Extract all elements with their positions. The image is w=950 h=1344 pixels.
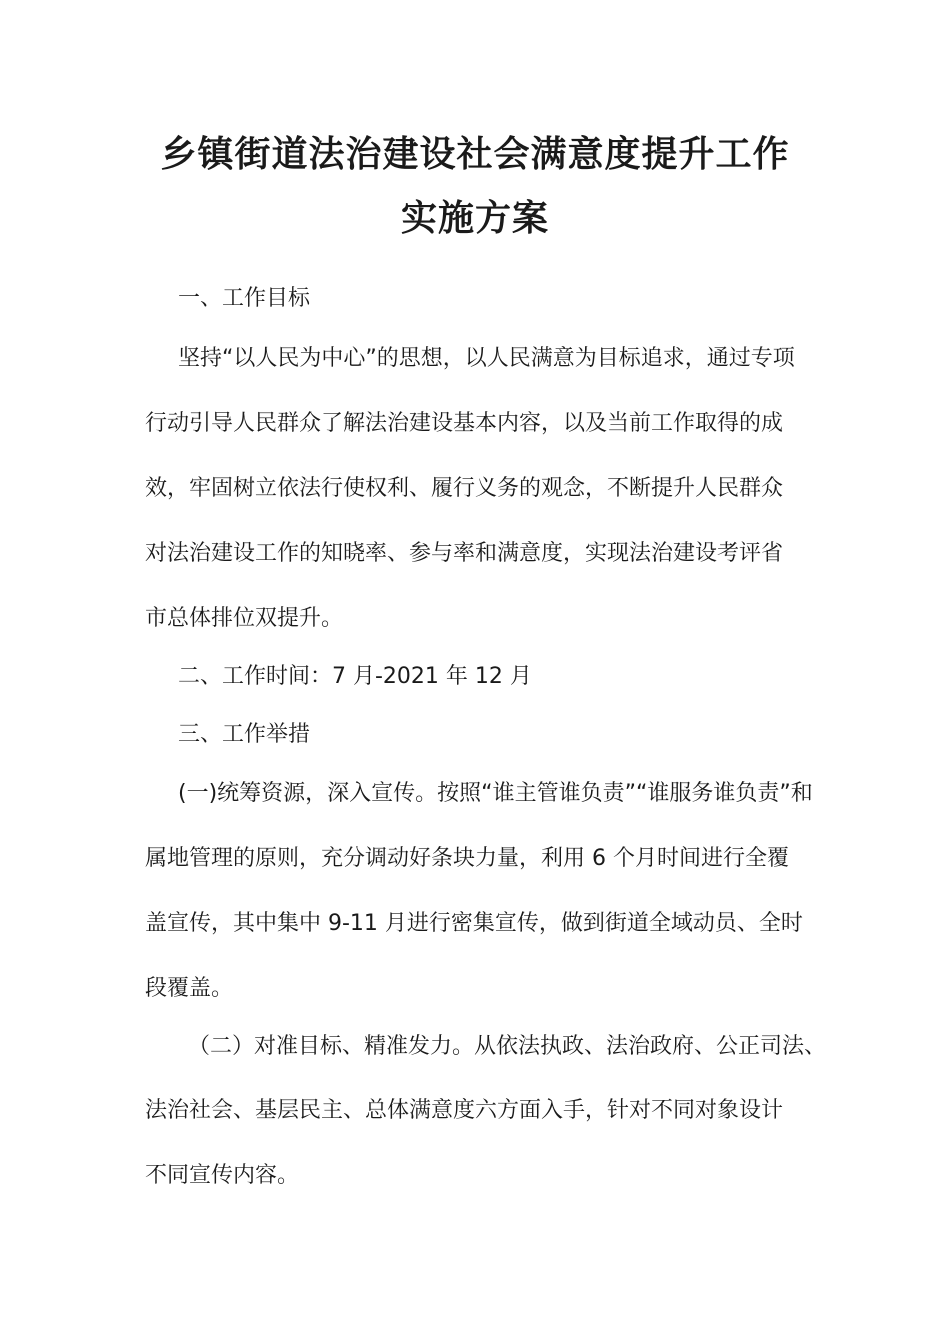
paragraph-line: 盖宣传，其中集中 9-11 月进行密集宣传，做到街道全域动员、全时 — [145, 911, 803, 936]
paragraph-line: 对法治建设工作的知晓率、参与率和满意度，实现法治建设考评省 — [145, 541, 784, 566]
paragraph-line: 市总体排位双提升。 — [145, 606, 344, 631]
paragraph-line: 行动引导人民群众了解法治建设基本内容，以及当前工作取得的成 — [145, 411, 784, 436]
paragraph-line: 段覆盖。 — [145, 976, 234, 1001]
paragraph-line: 不同宣传内容。 — [145, 1163, 300, 1188]
document-title-line-1: 乡镇街道法治建设社会满意度提升工作 — [160, 133, 790, 175]
section-heading-measures: 三、工作举措 — [178, 722, 311, 747]
document-title-line-2: 实施方案 — [400, 197, 549, 239]
paragraph-line: (一)统筹资源，深入宣传。按照“谁主管谁负责”“谁服务谁负责”和 — [178, 781, 813, 806]
paragraph-line: （二）对准目标、精准发力。从依法执政、法治政府、公正司法、 — [188, 1034, 827, 1059]
paragraph-line: 效，牢固树立依法行使权利、履行义务的观念，不断提升人民群众 — [145, 476, 784, 501]
paragraph-line: 属地管理的原则，充分调动好条块力量，利用 6 个月时间进行全覆 — [145, 846, 789, 871]
paragraph-line: 坚持“以人民为中心”的思想，以人民满意为目标追求，通过专项 — [178, 346, 795, 371]
section-heading-goals: 一、工作目标 — [178, 286, 311, 311]
section-heading-time: 二、工作时间：7 月-2021 年 12 月 — [178, 664, 532, 689]
paragraph-line: 法治社会、基层民主、总体满意度六方面入手，针对不同对象设计 — [145, 1098, 784, 1123]
